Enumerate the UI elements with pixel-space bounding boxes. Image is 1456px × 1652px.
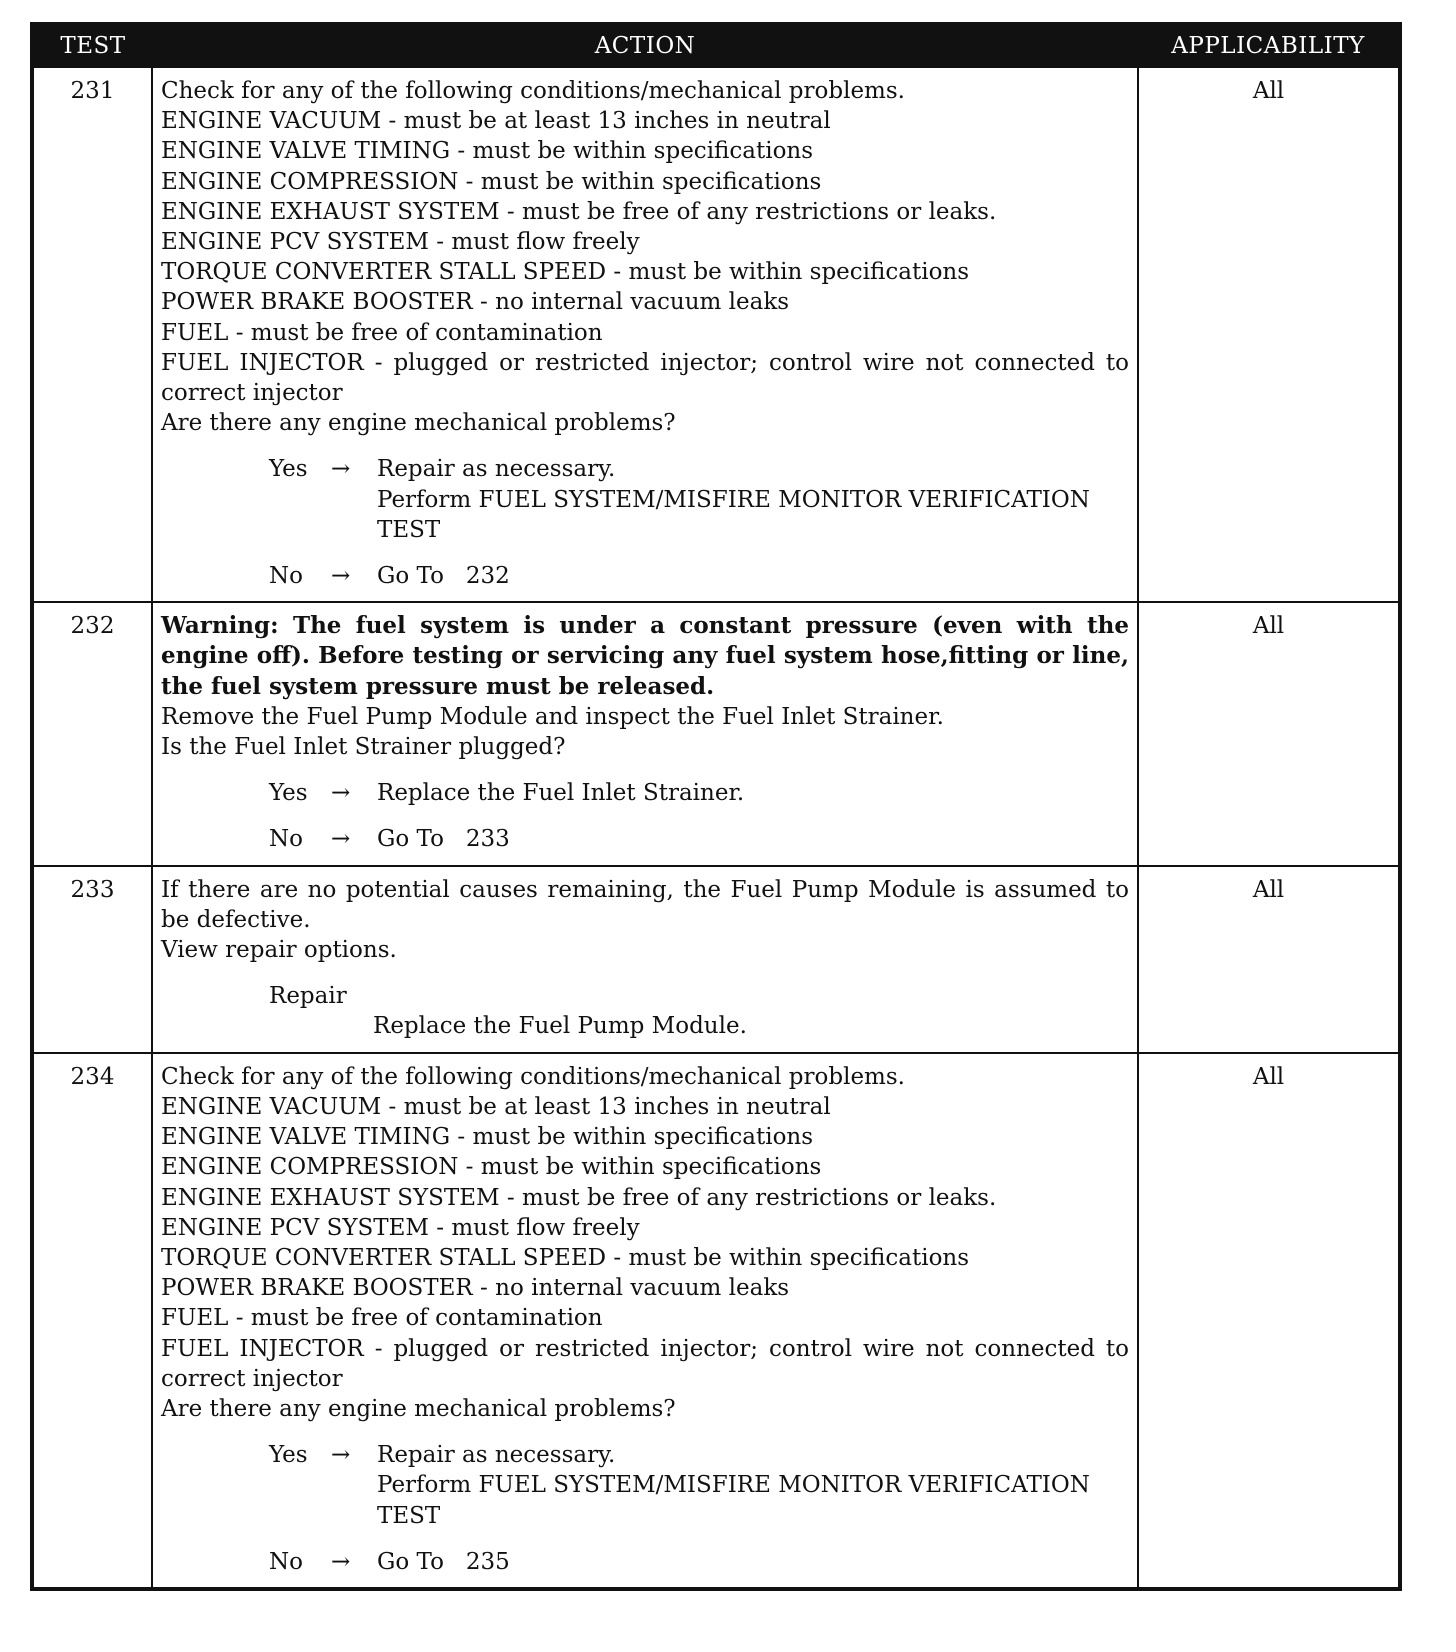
action-paragraph: If there are no potential causes remaining, the Fuel Pump Module is assumed to be defective. xyxy=(161,876,1129,933)
action-question: Is the Fuel Inlet Strainer plugged? xyxy=(161,734,566,761)
action-cell xyxy=(152,602,1138,865)
arrow-right-icon: → xyxy=(331,563,351,590)
repair-text: Replace the Fuel Pump Module. xyxy=(373,1013,747,1040)
action-line: FUEL - must be free of contamination xyxy=(161,1305,603,1332)
applicability: All xyxy=(1138,866,1400,1053)
header-action: ACTION xyxy=(152,24,1138,67)
action-line: ENGINE PCV SYSTEM - must flow freely xyxy=(161,1214,640,1241)
repair-label: Repair xyxy=(269,983,347,1010)
action-line: Check for any of the following conditions/mechanical problems. xyxy=(161,1063,905,1090)
action-line: Remove the Fuel Pump Module and inspect the Fuel Inlet Strainer. xyxy=(161,703,944,730)
action-line: POWER BRAKE BOOSTER - no internal vacuum leaks xyxy=(161,289,790,316)
no-label: No xyxy=(269,563,303,590)
diagnostic-table xyxy=(30,22,1402,1591)
test-number: 232 xyxy=(32,602,152,865)
yes-result: Repair as necessary. xyxy=(377,1442,616,1469)
no-branch xyxy=(269,561,1129,591)
action-line: View repair options. xyxy=(161,937,397,964)
action-line: Check for any of the following conditions/mechanical problems. xyxy=(161,78,905,104)
action-line: TORQUE CONVERTER STALL SPEED - must be within specifications xyxy=(161,1244,970,1271)
arrow-right-icon: → xyxy=(331,1548,351,1575)
yes-result: Perform FUEL SYSTEM/MISFIRE MONITOR VERIFICATION TEST xyxy=(377,1472,1090,1529)
action-line: TORQUE CONVERTER STALL SPEED - must be within specifications xyxy=(161,259,970,286)
applicability: All xyxy=(1138,67,1400,602)
table-header xyxy=(32,24,1400,67)
action-line: FUEL - must be free of contamination xyxy=(161,319,603,346)
table-row-234 xyxy=(32,1053,1400,1589)
yes-branch xyxy=(269,454,1129,545)
no-branch xyxy=(269,1547,1129,1577)
applicability: All xyxy=(1138,1053,1400,1589)
no-label: No xyxy=(269,1548,303,1575)
action-line: ENGINE PCV SYSTEM - must flow freely xyxy=(161,229,640,256)
action-paragraph: FUEL INJECTOR - plugged or restricted injector; control wire not connected to correct injector xyxy=(161,349,1129,407)
yes-result: Replace the Fuel Inlet Strainer. xyxy=(377,780,745,807)
action-line: POWER BRAKE BOOSTER - no internal vacuum leaks xyxy=(161,1275,790,1302)
applicability: All xyxy=(1138,602,1400,865)
warning-text: Warning: The fuel system is under a constant pressure (even with the engine off). Before testing or servicing any fuel system hose,fitting or line, the fuel system pressure must be released. xyxy=(161,612,1129,700)
goto-link[interactable]: Go To 233 xyxy=(377,826,510,853)
action-line: ENGINE VACUUM - must be at least 13 inches in neutral xyxy=(161,1093,831,1120)
action-line: ENGINE EXHAUST SYSTEM - must be free of any restrictions or leaks. xyxy=(161,198,997,225)
action-question: Are there any engine mechanical problems? xyxy=(161,410,676,437)
no-label: No xyxy=(269,826,303,853)
action-cell xyxy=(152,67,1138,602)
diagnostic-page xyxy=(30,22,1398,1591)
goto-link[interactable]: Go To 232 xyxy=(377,563,510,590)
yes-branch xyxy=(269,778,1129,808)
yes-label: Yes xyxy=(269,1442,308,1469)
no-branch xyxy=(269,824,1129,854)
action-cell xyxy=(152,1053,1138,1589)
action-cell xyxy=(152,866,1138,1053)
table-row-233 xyxy=(32,866,1400,1053)
test-number: 231 xyxy=(32,67,152,602)
action-line: ENGINE COMPRESSION - must be within specifications xyxy=(161,168,822,195)
action-line: ENGINE VALVE TIMING - must be within specifications xyxy=(161,1124,814,1151)
action-line: ENGINE EXHAUST SYSTEM - must be free of any restrictions or leaks. xyxy=(161,1184,997,1211)
arrow-right-icon: → xyxy=(331,1442,351,1469)
action-question: Are there any engine mechanical problems? xyxy=(161,1395,676,1422)
yes-label: Yes xyxy=(269,456,308,483)
table-row-232 xyxy=(32,602,1400,865)
header-test: TEST xyxy=(32,24,152,67)
test-number: 234 xyxy=(32,1053,152,1589)
yes-result: Repair as necessary. xyxy=(377,456,616,483)
yes-branch xyxy=(269,1440,1129,1531)
yes-label: Yes xyxy=(269,780,308,807)
goto-link[interactable]: Go To 235 xyxy=(377,1548,510,1575)
table-row-231 xyxy=(32,67,1400,602)
action-line: ENGINE VACUUM - must be at least 13 inches in neutral xyxy=(161,108,831,135)
arrow-right-icon: → xyxy=(331,780,351,807)
test-number: 233 xyxy=(32,866,152,1053)
action-paragraph: FUEL INJECTOR - plugged or restricted injector; control wire not connected to correct injector xyxy=(161,1335,1129,1392)
yes-result: Perform FUEL SYSTEM/MISFIRE MONITOR VERIFICATION TEST xyxy=(377,486,1090,543)
arrow-right-icon: → xyxy=(331,456,351,483)
action-line: ENGINE COMPRESSION - must be within specifications xyxy=(161,1154,822,1181)
action-line: ENGINE VALVE TIMING - must be within specifications xyxy=(161,138,814,165)
header-applicability: APPLICABILITY xyxy=(1138,24,1400,67)
arrow-right-icon: → xyxy=(331,826,351,853)
